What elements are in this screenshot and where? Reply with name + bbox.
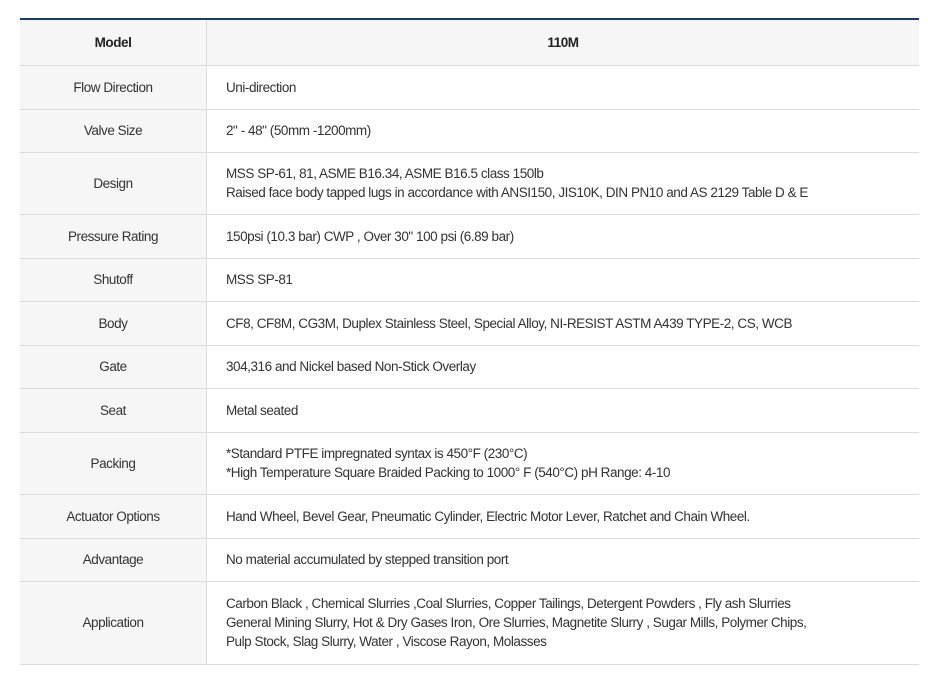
row-label: Actuator Options bbox=[20, 494, 207, 538]
row-label: Valve Size bbox=[20, 109, 207, 152]
table-row bbox=[20, 432, 919, 494]
row-value bbox=[207, 301, 920, 345]
row-label: Gate bbox=[20, 345, 207, 388]
row-label: Shutoff bbox=[20, 258, 207, 301]
row-value-line: CF8, CF8M, CG3M, Duplex Stainless Steel, Special Alloy, NI-RESIST ASTM A439 TYPE-2, CS, WCB bbox=[226, 315, 793, 331]
row-label: Design bbox=[20, 152, 207, 214]
row-label: Packing bbox=[20, 432, 207, 494]
row-value-line: MSS SP-61, 81, ASME B16.34, ASME B16.5 class 150lb bbox=[226, 166, 544, 181]
table-row bbox=[20, 494, 919, 538]
row-value-line: Metal seated bbox=[226, 402, 298, 418]
row-label: Flow Direction bbox=[20, 65, 207, 109]
table-row bbox=[20, 538, 919, 581]
table-row bbox=[20, 388, 919, 432]
row-value-line: MSS SP-81 bbox=[226, 272, 293, 287]
table-row bbox=[20, 109, 919, 152]
row-value-line: Carbon Black , Chemical Slurries ,Coal Slurries, Copper Tailings, Detergent Powders , Fly ash Slurries bbox=[226, 596, 791, 611]
row-value bbox=[207, 109, 920, 152]
row-value-line: Uni-direction bbox=[226, 79, 296, 95]
row-value bbox=[207, 581, 920, 664]
row-value-line: *Standard PTFE impregnated syntax is 450°F (230°C) bbox=[226, 446, 528, 461]
row-value-line: Raised face body tapped lugs in accordance with ANSI150, JIS10K, DIN PN10 and AS 2129 Table D & E bbox=[226, 185, 808, 200]
table-row bbox=[20, 301, 919, 345]
row-value bbox=[207, 214, 920, 258]
row-value bbox=[207, 152, 920, 214]
header-value-cell: 110M bbox=[207, 19, 920, 65]
specification-table bbox=[20, 18, 919, 665]
table-row bbox=[20, 581, 919, 664]
table-row bbox=[20, 152, 919, 214]
table-row bbox=[20, 214, 919, 258]
row-value-line: General Mining Slurry, Hot & Dry Gases Iron, Ore Slurries, Magnetite Slurry , Sugar Mills, Polymer Chips, bbox=[226, 615, 807, 630]
row-value bbox=[207, 494, 920, 538]
table-row bbox=[20, 65, 919, 109]
row-label: Advantage bbox=[20, 538, 207, 581]
table-row bbox=[20, 345, 919, 388]
row-value bbox=[207, 388, 920, 432]
row-label: Pressure Rating bbox=[20, 214, 207, 258]
row-value-line: Hand Wheel, Bevel Gear, Pneumatic Cylinder, Electric Motor Lever, Ratchet and Chain Wheel. bbox=[226, 508, 750, 524]
row-value bbox=[207, 538, 920, 581]
row-value-line: Pulp Stock, Slag Slurry, Water , Viscose Rayon, Molasses bbox=[226, 634, 547, 649]
table-header-row bbox=[20, 19, 919, 65]
row-value bbox=[207, 65, 920, 109]
row-value-line: 2" - 48" (50mm -1200mm) bbox=[226, 123, 371, 138]
row-label: Body bbox=[20, 301, 207, 345]
row-value bbox=[207, 258, 920, 301]
row-value-line: *High Temperature Square Braided Packing to 1000° F (540°C) pH Range: 4-10 bbox=[226, 465, 671, 480]
row-label: Application bbox=[20, 581, 207, 664]
row-value bbox=[207, 345, 920, 388]
specification-table-body bbox=[20, 19, 919, 664]
row-value-line: No material accumulated by stepped transition port bbox=[226, 552, 509, 567]
row-value-line: 150psi (10.3 bar) CWP , Over 30" 100 psi (6.89 bar) bbox=[226, 228, 514, 244]
row-label: Seat bbox=[20, 388, 207, 432]
row-value-line: 304,316 and Nickel based Non-Stick Overlay bbox=[226, 359, 476, 374]
table-row bbox=[20, 258, 919, 301]
header-label-cell: Model bbox=[20, 19, 207, 65]
row-value bbox=[207, 432, 920, 494]
